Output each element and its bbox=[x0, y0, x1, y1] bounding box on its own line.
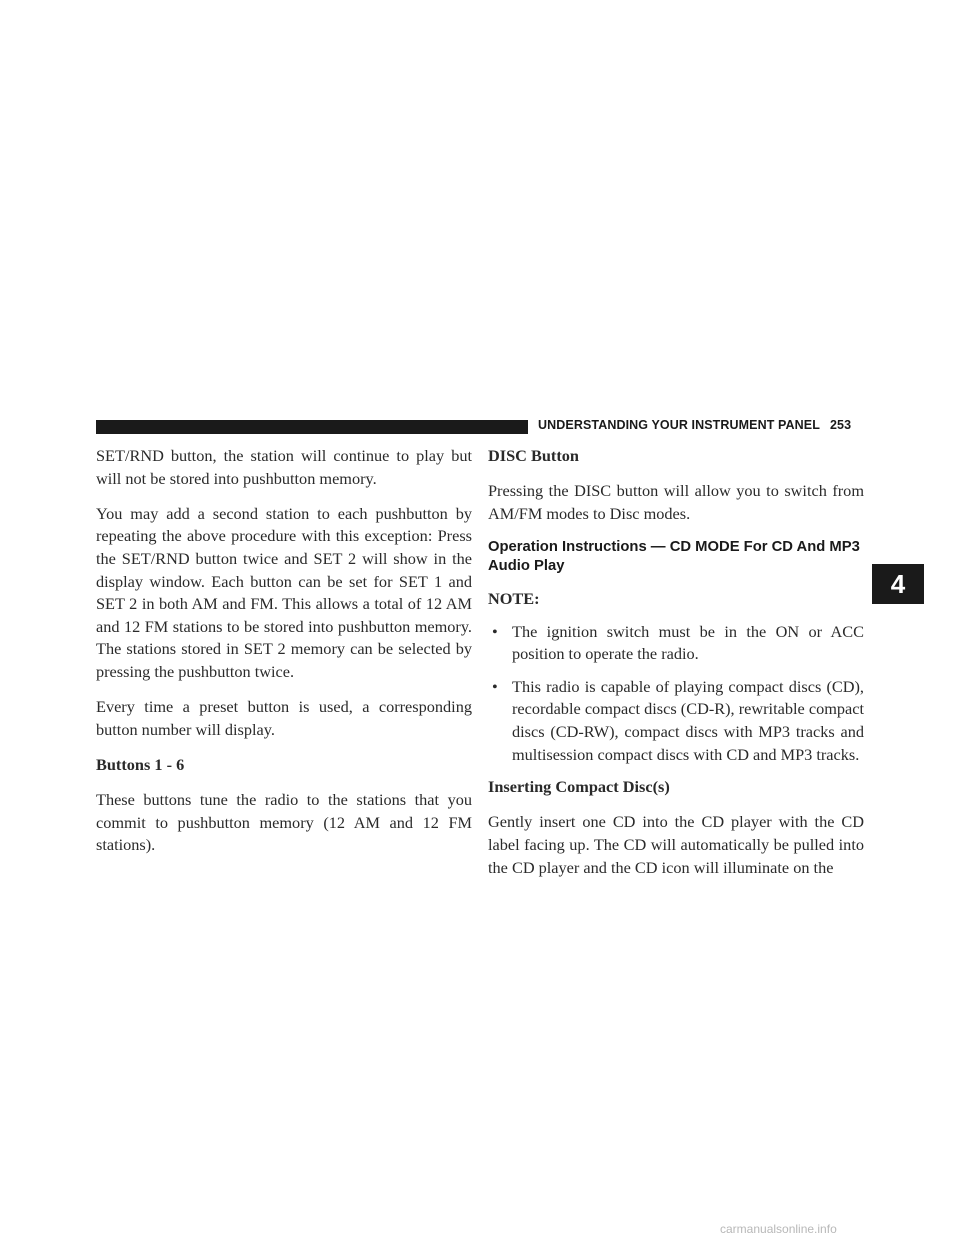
header-title: UNDERSTANDING YOUR INSTRUMENT PANEL bbox=[538, 418, 820, 432]
header-rule bbox=[96, 420, 528, 434]
watermark: carmanualsonline.info bbox=[720, 1222, 837, 1236]
bullet-icon: • bbox=[492, 621, 498, 641]
left-column bbox=[96, 445, 472, 869]
paragraph: You may add a second station to each pushbutton by repeating the above procedure with this exception: Press the SET/RND button twice and SET 2 will show in the display window. Each button can be set for SET 1 and SET 2 in both AM and FM. This allows a total of 12 AM and 12 FM stations to be stored into pushbutton memory. The stations stored in SET 2 memory can be selected by pressing the pushbutton twice. bbox=[96, 503, 472, 681]
paragraph: Pressing the DISC button will allow you to switch from AM/FM modes to Disc modes. bbox=[488, 481, 864, 523]
note-bullet-list bbox=[488, 621, 864, 767]
paragraph: Every time a preset button is used, a corresponding button number will display. bbox=[96, 697, 472, 739]
paragraph: These buttons tune the radio to the stations that you commit to pushbutton memory (12 AM and 12 FM stations). bbox=[96, 790, 472, 855]
running-header bbox=[538, 418, 851, 432]
bullet-icon: • bbox=[492, 676, 498, 696]
page-number: 253 bbox=[829, 418, 852, 432]
subheading-disc-button: DISC Button bbox=[488, 446, 579, 465]
section-heading-cd-mode: Operation Instructions — CD MODE For CD And MP3 Audio Play bbox=[488, 538, 860, 574]
right-column bbox=[488, 445, 864, 892]
subheading-buttons-1-6: Buttons 1 - 6 bbox=[96, 754, 185, 774]
chapter-tab: 4 bbox=[872, 564, 924, 604]
note-label: NOTE: bbox=[488, 588, 540, 608]
list-item: • The ignition switch must be in the ON or ACC position to operate the radio. bbox=[492, 621, 864, 664]
subheading-inserting-cd: Inserting Compact Disc(s) bbox=[488, 777, 670, 797]
list-item: • This radio is capable of playing compact discs (CD), recordable compact discs (CD-R), rewritable compact discs (CD-RW), compact discs with MP3 tracks and multisession compact discs with CD and MP3 tracks. bbox=[492, 676, 864, 764]
paragraph: Gently insert one CD into the CD player with the CD label facing up. The CD will automatically be pulled into the CD player and the CD icon will illuminate on the bbox=[488, 812, 864, 877]
paragraph: SET/RND button, the station will continue to play but will not be stored into pushbutton memory. bbox=[96, 446, 472, 488]
